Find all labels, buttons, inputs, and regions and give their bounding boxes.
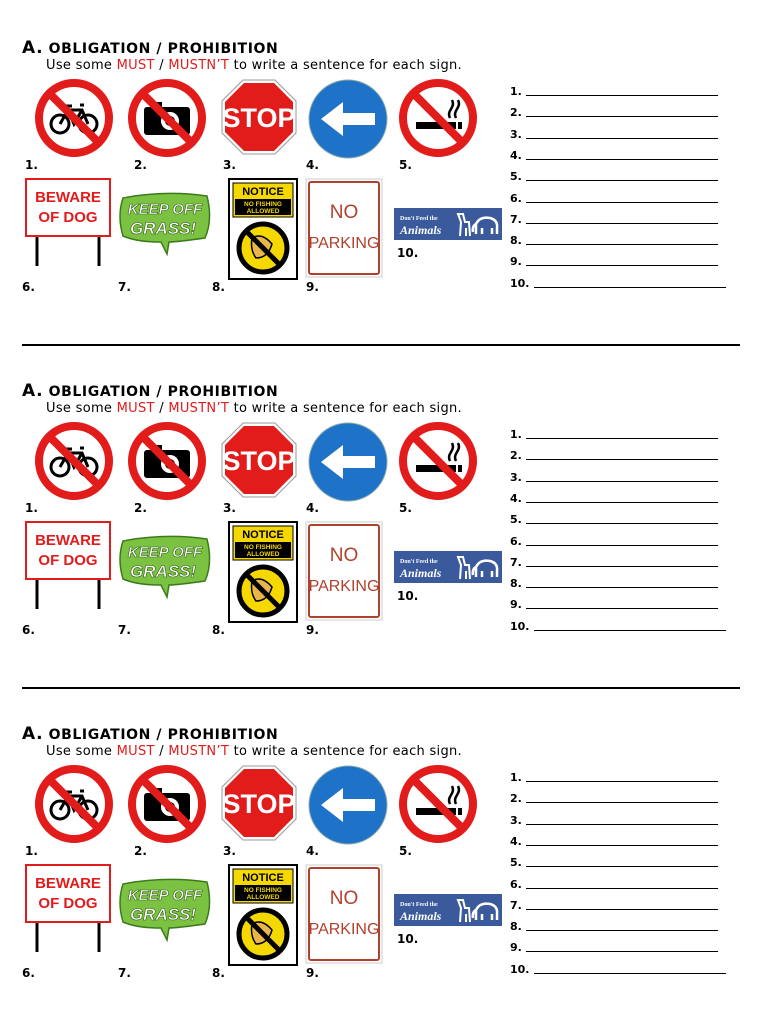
answer-blank[interactable]: [526, 523, 718, 524]
allowed-text: ALLOWED: [246, 551, 280, 558]
instructions: [46, 744, 462, 759]
stop-sign: [220, 764, 298, 842]
answer-number: 3.: [510, 127, 522, 141]
animals-text: Animals: [400, 909, 442, 923]
section-divider: [22, 344, 740, 346]
grass-text: GRASS!: [129, 562, 197, 581]
must-word: MUST: [116, 58, 155, 73]
dont-feed-text: Don't Feed the: [400, 216, 438, 222]
answer-line[interactable]: [510, 962, 726, 976]
answer-line[interactable]: [510, 169, 718, 183]
dont-feed-animals-sign: [394, 894, 502, 926]
instructions: [46, 401, 462, 416]
answer-blank[interactable]: [526, 502, 718, 503]
answer-line[interactable]: [510, 813, 718, 827]
answer-number: 10.: [510, 276, 530, 290]
dont-feed-animals-sign: [394, 551, 502, 583]
instruction-text: Use some: [46, 58, 117, 73]
beware-text: BEWARE: [35, 532, 101, 549]
parking-text: PARKING: [308, 235, 380, 252]
answer-line[interactable]: [510, 127, 718, 141]
section-title: [22, 381, 278, 401]
grass-text: GRASS!: [129, 905, 197, 924]
answer-line[interactable]: [510, 512, 718, 526]
answer-line[interactable]: [510, 233, 718, 247]
answer-line[interactable]: [510, 555, 718, 569]
answer-blank[interactable]: [526, 888, 718, 889]
of-dog-text: OF DOG: [38, 895, 98, 912]
section-divider: [22, 687, 740, 689]
instruction-text-end: to write a sentence for each sign.: [229, 401, 462, 416]
stop-text: STOP: [222, 789, 296, 819]
answer-line[interactable]: [510, 940, 718, 954]
no-bicycle-sign: [34, 78, 114, 158]
answer-blank[interactable]: [526, 845, 718, 846]
no-camera-sign: [127, 764, 207, 844]
section-letter: A.: [22, 724, 44, 744]
must-word: MUST: [116, 744, 155, 759]
answer-blank[interactable]: [526, 180, 718, 181]
section-letter: A.: [22, 381, 44, 401]
section-title: [22, 724, 278, 744]
no-parking-sign: [305, 864, 383, 964]
no-fishing-sign: [228, 178, 298, 280]
animals-text: Animals: [400, 566, 442, 580]
answer-blank[interactable]: [526, 566, 718, 567]
answer-line[interactable]: [510, 619, 726, 633]
answer-line[interactable]: [510, 898, 718, 912]
answer-blank[interactable]: [526, 909, 718, 910]
beware-of-dog-sign: [25, 864, 111, 954]
no-text: NO: [329, 888, 359, 909]
answer-number: 8.: [510, 920, 522, 934]
answer-line[interactable]: [510, 84, 718, 98]
answer-line[interactable]: [510, 148, 718, 162]
answer-blank[interactable]: [526, 930, 718, 931]
sign-number: 5.: [399, 158, 412, 172]
answer-line[interactable]: [510, 254, 718, 268]
answer-number: 7.: [510, 898, 522, 912]
answer-line[interactable]: [510, 448, 718, 462]
sign-number: 3.: [223, 158, 236, 172]
answer-blank[interactable]: [534, 973, 726, 974]
allowed-text: ALLOWED: [246, 894, 280, 901]
answer-number: 4.: [510, 834, 522, 848]
sign-number: 9.: [306, 966, 319, 980]
answer-number: 1.: [510, 771, 522, 784]
sign-number: 8.: [212, 966, 225, 980]
answer-blank[interactable]: [526, 459, 718, 460]
animals-text: Animals: [400, 223, 442, 237]
answer-number: 5.: [510, 513, 522, 527]
no-parking-sign: [305, 178, 383, 278]
answer-number: 9.: [510, 941, 522, 955]
answer-number: 10.: [510, 619, 530, 633]
answer-blank[interactable]: [526, 95, 718, 96]
answer-blank[interactable]: [526, 138, 718, 139]
no-fishing-sign: [228, 521, 298, 623]
beware-text: BEWARE: [35, 875, 101, 892]
mustnt-word: MUSTN’T: [168, 401, 230, 416]
stop-text: STOP: [222, 446, 296, 476]
dont-feed-text: Don't Feed the: [400, 902, 438, 908]
answer-line[interactable]: [510, 491, 718, 505]
no-text: NO: [329, 202, 359, 223]
notice-text: NOTICE: [242, 186, 284, 198]
allowed-text: ALLOWED: [246, 208, 280, 215]
answer-line[interactable]: [510, 855, 718, 869]
answer-number: 1.: [510, 85, 522, 98]
answer-number: 5.: [510, 170, 522, 184]
no-fishing-text: NO FISHING: [244, 201, 282, 208]
no-smoking-sign: [398, 78, 478, 158]
answer-line[interactable]: [510, 534, 718, 548]
instruction-slash: /: [154, 744, 169, 759]
stop-text: STOP: [222, 103, 296, 133]
answer-line[interactable]: [510, 105, 718, 119]
sign-number: 5.: [399, 844, 412, 858]
sign-number: 4.: [306, 501, 319, 515]
answer-blank[interactable]: [526, 223, 718, 224]
answer-number: 6.: [510, 877, 522, 891]
answer-blank[interactable]: [526, 438, 718, 439]
sign-number: 1.: [25, 501, 38, 515]
beware-of-dog-sign: [25, 178, 111, 268]
beware-of-dog-sign: [25, 521, 111, 611]
sign-number: 10.: [397, 589, 419, 603]
answer-line[interactable]: [510, 212, 718, 226]
sign-number: 6.: [22, 966, 35, 980]
sign-number: 8.: [212, 280, 225, 294]
answer-blank[interactable]: [534, 287, 726, 288]
must-word: MUST: [116, 401, 155, 416]
no-text: NO: [329, 545, 359, 566]
no-fishing-sign: [228, 864, 298, 966]
instruction-text-end: to write a sentence for each sign.: [229, 58, 462, 73]
answer-blank[interactable]: [526, 824, 718, 825]
answer-line[interactable]: [510, 877, 718, 891]
no-camera-sign: [127, 78, 207, 158]
keep-off-text: KEEP OFF: [127, 201, 203, 218]
answer-blank[interactable]: [526, 545, 718, 546]
sign-number: 1.: [25, 158, 38, 172]
answer-blank[interactable]: [526, 951, 718, 952]
answer-blank[interactable]: [526, 608, 718, 609]
no-smoking-sign: [398, 421, 478, 501]
stop-sign: [220, 78, 298, 156]
answer-line[interactable]: [510, 427, 718, 441]
answer-line[interactable]: [510, 770, 718, 784]
section-letter: A.: [22, 38, 44, 58]
sign-number: 4.: [306, 158, 319, 172]
section-heading: OBLIGATION / PROHIBITION: [48, 727, 279, 743]
keep-off-text: KEEP OFF: [127, 887, 203, 904]
answer-blank[interactable]: [526, 265, 718, 266]
mustnt-word: MUSTN’T: [168, 744, 230, 759]
answer-blank[interactable]: [526, 802, 718, 803]
worksheet-section: [0, 381, 768, 681]
answer-number: 6.: [510, 534, 522, 548]
answer-line[interactable]: [510, 470, 718, 484]
answer-number: 1.: [510, 428, 522, 441]
sign-number: 7.: [118, 623, 131, 637]
instruction-slash: /: [154, 58, 169, 73]
sign-number: 7.: [118, 966, 131, 980]
answer-blank[interactable]: [526, 587, 718, 588]
sign-number: 5.: [399, 501, 412, 515]
answer-number: 7.: [510, 555, 522, 569]
answer-number: 8.: [510, 234, 522, 248]
worksheet-section: [0, 38, 768, 338]
answer-number: 8.: [510, 577, 522, 591]
answer-number: 7.: [510, 212, 522, 226]
answer-blank[interactable]: [526, 866, 718, 867]
no-bicycle-sign: [34, 764, 114, 844]
answer-blank[interactable]: [526, 481, 718, 482]
answer-number: 2.: [510, 106, 522, 120]
no-fishing-text: NO FISHING: [244, 887, 282, 894]
section-title: [22, 38, 278, 58]
sign-number: 1.: [25, 844, 38, 858]
answer-number: 9.: [510, 598, 522, 612]
parking-text: PARKING: [308, 578, 380, 595]
sign-number: 3.: [223, 844, 236, 858]
answer-number: 2.: [510, 792, 522, 806]
section-heading: OBLIGATION / PROHIBITION: [48, 384, 279, 400]
keep-off-grass-sign: [117, 876, 213, 942]
answer-line[interactable]: [510, 576, 718, 590]
answer-number: 3.: [510, 470, 522, 484]
instruction-slash: /: [154, 401, 169, 416]
instruction-text-end: to write a sentence for each sign.: [229, 744, 462, 759]
grass-text: GRASS!: [129, 219, 197, 238]
sign-number: 9.: [306, 280, 319, 294]
answer-blank[interactable]: [526, 244, 718, 245]
sign-number: 2.: [134, 158, 147, 172]
answer-line[interactable]: [510, 834, 718, 848]
worksheet-section: [0, 724, 768, 1024]
sign-number: 2.: [134, 501, 147, 515]
answer-number: 4.: [510, 148, 522, 162]
beware-text: BEWARE: [35, 189, 101, 206]
no-camera-sign: [127, 421, 207, 501]
left-arrow-sign: [307, 78, 389, 160]
no-fishing-text: NO FISHING: [244, 544, 282, 551]
dont-feed-animals-sign: [394, 208, 502, 240]
sign-number: 6.: [22, 280, 35, 294]
answer-blank[interactable]: [534, 630, 726, 631]
answer-blank[interactable]: [526, 781, 718, 782]
answer-line[interactable]: [510, 191, 718, 205]
instruction-text: Use some: [46, 744, 117, 759]
sign-number: 4.: [306, 844, 319, 858]
answer-number: 3.: [510, 813, 522, 827]
of-dog-text: OF DOG: [38, 552, 98, 569]
keep-off-grass-sign: [117, 190, 213, 256]
answer-number: 10.: [510, 962, 530, 976]
answer-number: 4.: [510, 491, 522, 505]
notice-text: NOTICE: [242, 872, 284, 884]
sign-number: 10.: [397, 932, 419, 946]
sign-number: 9.: [306, 623, 319, 637]
keep-off-text: KEEP OFF: [127, 544, 203, 561]
no-bicycle-sign: [34, 421, 114, 501]
keep-off-grass-sign: [117, 533, 213, 599]
stop-sign: [220, 421, 298, 499]
sign-number: 3.: [223, 501, 236, 515]
sign-number: 6.: [22, 623, 35, 637]
answer-blank[interactable]: [526, 159, 718, 160]
answer-number: 9.: [510, 255, 522, 269]
of-dog-text: OF DOG: [38, 209, 98, 226]
mustnt-word: MUSTN’T: [168, 58, 230, 73]
no-parking-sign: [305, 521, 383, 621]
answer-number: 6.: [510, 191, 522, 205]
answer-line[interactable]: [510, 919, 718, 933]
sign-number: 7.: [118, 280, 131, 294]
answer-number: 2.: [510, 449, 522, 463]
sign-number: 2.: [134, 844, 147, 858]
answer-number: 5.: [510, 856, 522, 870]
instructions: [46, 58, 462, 73]
answer-blank[interactable]: [526, 202, 718, 203]
answer-line[interactable]: [510, 791, 718, 805]
answer-line[interactable]: [510, 597, 718, 611]
sign-number: 8.: [212, 623, 225, 637]
no-smoking-sign: [398, 764, 478, 844]
notice-text: NOTICE: [242, 529, 284, 541]
sign-number: 10.: [397, 246, 419, 260]
answer-blank[interactable]: [526, 116, 718, 117]
parking-text: PARKING: [308, 921, 380, 938]
dont-feed-text: Don't Feed the: [400, 559, 438, 565]
answer-line[interactable]: [510, 276, 726, 290]
left-arrow-sign: [307, 421, 389, 503]
left-arrow-sign: [307, 764, 389, 846]
section-heading: OBLIGATION / PROHIBITION: [48, 41, 279, 57]
instruction-text: Use some: [46, 401, 117, 416]
